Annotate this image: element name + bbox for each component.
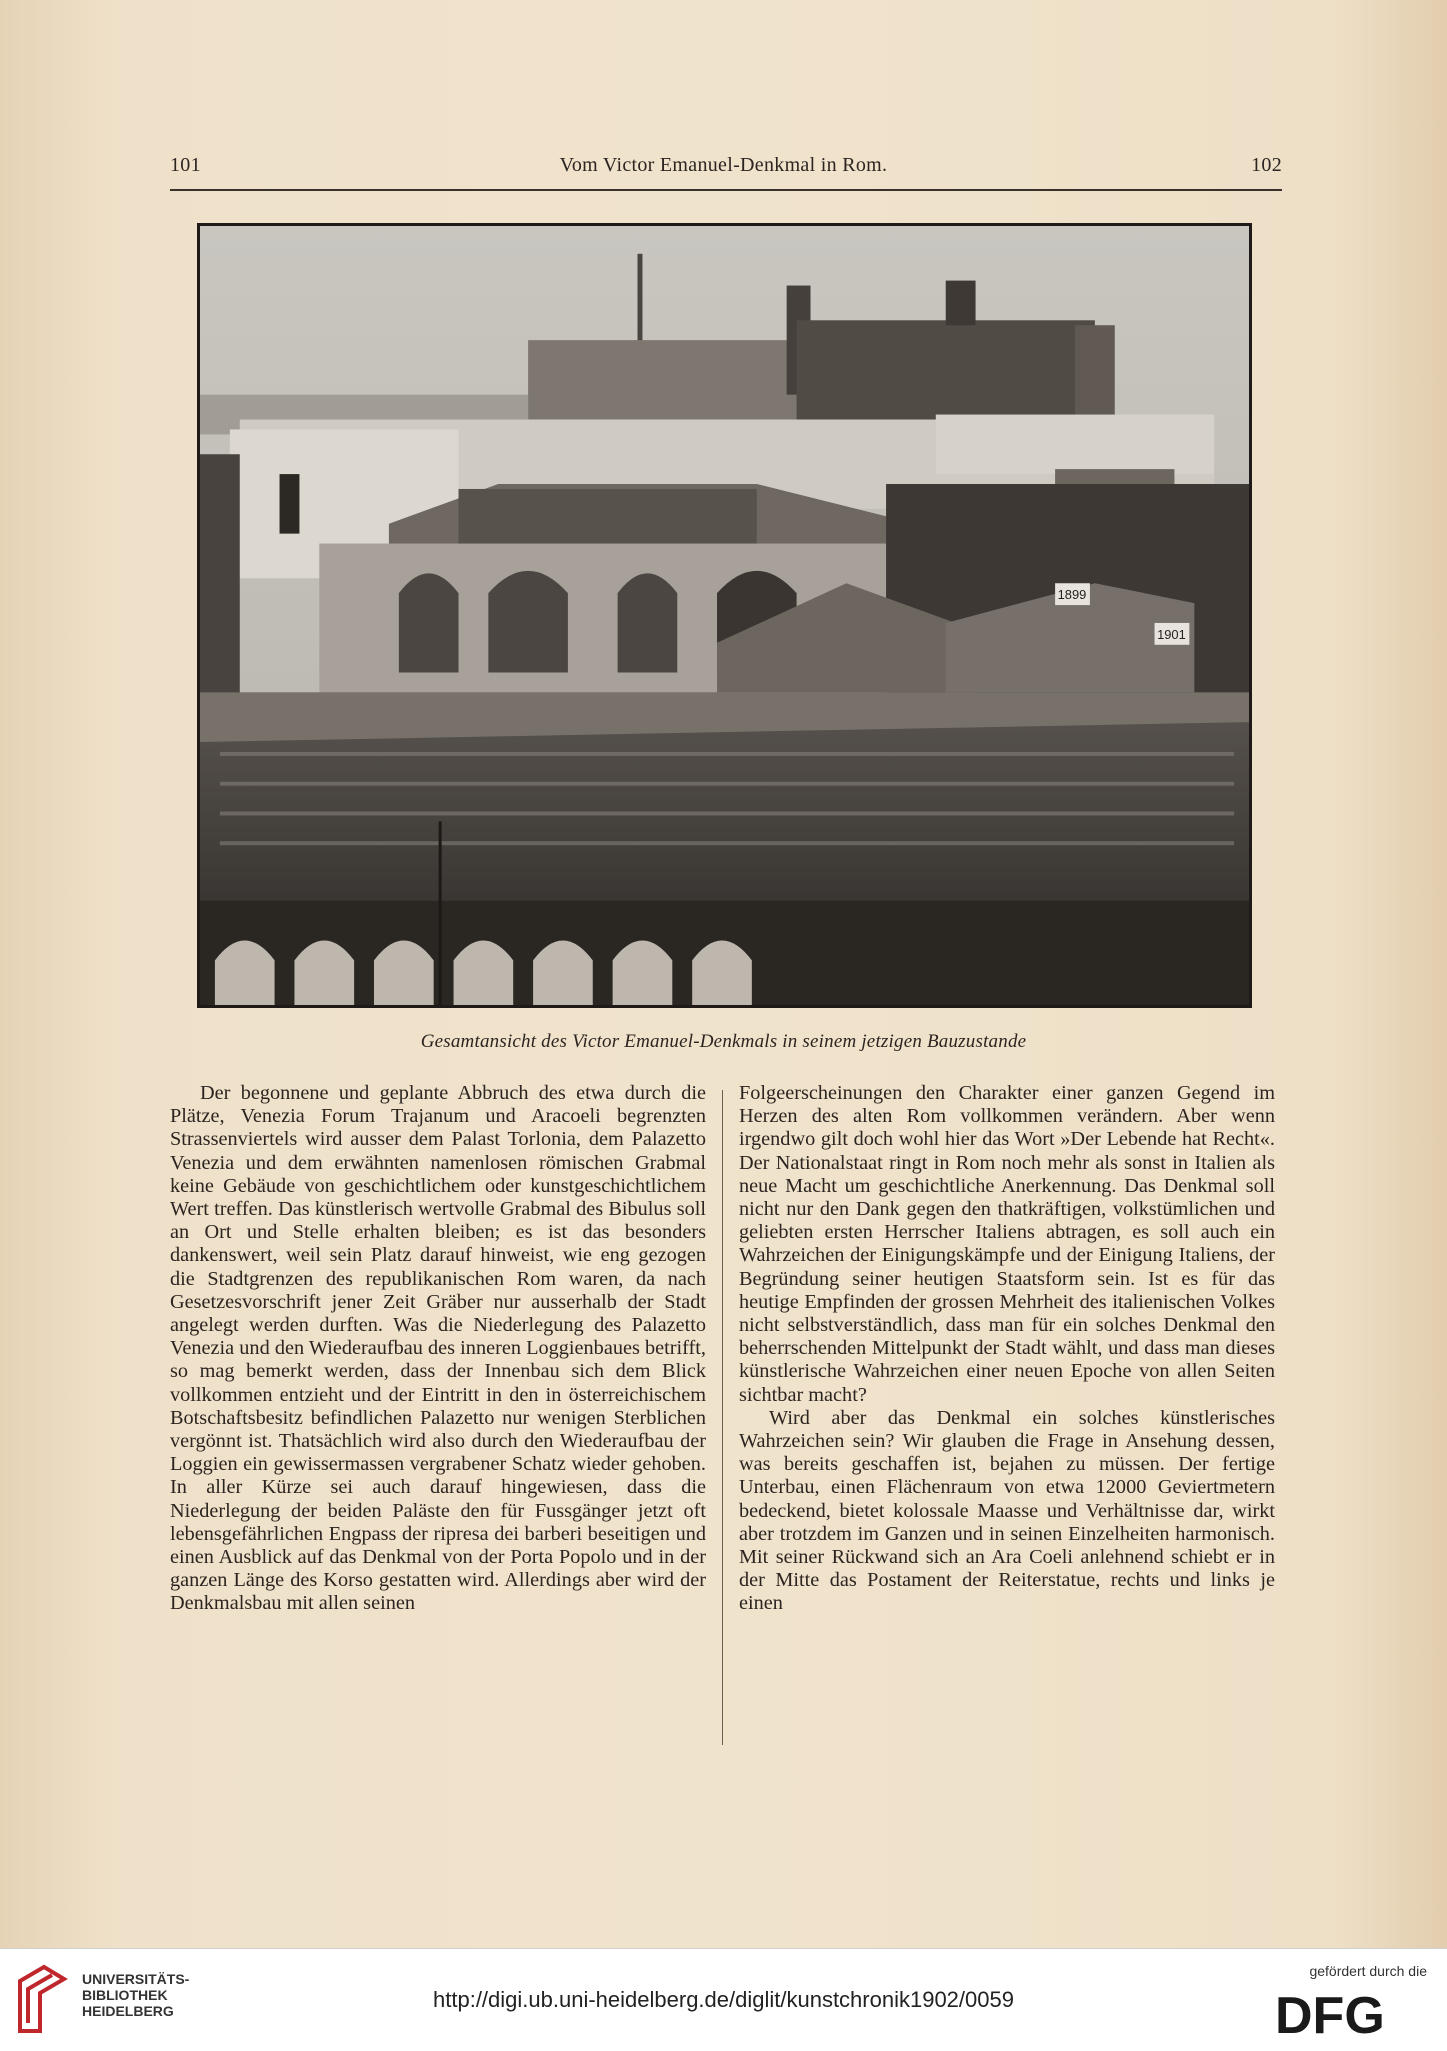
paragraph: Folgeerscheinungen den Charakter einer ganzen Gegend im Herzen des alten Rom vollkommen verändern. Aber wenn irgendwo gilt doch wohl hier das Wort »Der Lebende hat Recht«. Der Nationalstaat ringt in Rom noch mehr als sonst in Italien als neue Macht um geschichtliche Anerkennung. Das Denkmal soll nicht nur den Dank gegen den thatkräftigen, volkstümlichen und geliebten ersten Herrscher Italiens abtragen, es soll auch ein Wahrzeichen der Einigungskämpfe und der Einigung Italiens, der Begründung seiner heutigen Staatsform sein. Ist es für das heutige Empfinden der grossen Mehrheit des italienischen Volkes nicht selbstverständlich, dass man für ein solches Denkmal den beherrschenden Mittelpunkt der Stadt wählt, und dass man dieses künstlerische Wahrzeichen einer neuen Epoche von allen Seiten sichtbar macht? — [739, 1082, 1275, 1406]
figure-caption: Gesamtansicht des Victor Emanuel-Denkmals in seinem jetzigen Bauzustande — [420, 1031, 1027, 1052]
text-column-right — [739, 1082, 1275, 1616]
viewer-footer — [0, 1948, 1447, 2051]
sign-1899: 1899 — [1057, 587, 1087, 603]
dfg-logo-text: DFG — [1275, 1987, 1385, 2039]
header-rule — [170, 189, 1282, 191]
page-number-left: 101 — [170, 154, 201, 176]
text-column-left — [170, 1082, 706, 1616]
sign-1901: 1901 — [1157, 626, 1186, 642]
running-title: Vom Victor Emanuel-Denkmal in Rom. — [559, 154, 888, 176]
dfg-logo-icon[interactable] — [1275, 1987, 1425, 2039]
library-line-3: HEIDELBERG — [82, 2003, 174, 2019]
monument-photograph — [197, 223, 1252, 1008]
paragraph: Der begonnene und geplante Abbruch des etwa durch die Plätze, Venezia Forum Trajanum und Aracoeli begrenzten Strassenviertels wird ausser dem Palast Torlonia, dem Palazetto Venezia und dem erwähnten namenlosen römischen Grabmal keine Gebäude von geschichtlichem oder kunstgeschichtlichem Wert treffen. Das künstlerisch wertvolle Grabmal des Bibulus soll an Ort und Stelle erhalten bleiben; es ist das besonders dankenswert, weil sein Platz darauf hinweist, wie eng gezogen die Stadtgrenzen des republikanischen Rom waren, da nach Gesetzesvorschrift jener Zeit Gräber nur ausserhalb der Stadt angelegt werden durften. Was die Niederlegung des Palazetto Venezia und den Wiederaufbau des inneren Loggienbaues betrifft, so mag bemerkt werden, dass der Innenbau sich dem Blick vollkommen entzieht und der Eintritt in den in österreichischem Botschaftsbesitz befindlichen Palazetto nur wenigen Sterblichen vergönnt ist. Thatsächlich wird also durch den Wiederaufbau der Loggien ein gewissermassen vergrabener Schatz wieder gehoben. In aller Kürze sei auch darauf hingewiesen, dass die Niederlegung der beiden Paläste den für Fussgänger jetzt oft lebensgefährlichen Engpass der ripresa dei barberi beseitigen und einen Ausblick auf das Denkmal von der Porta Popolo und in der ganzen Länge des Korso gestatten wird. Allerdings aber wird der Denkmalsbau mit allen seinen — [170, 1082, 706, 1615]
library-line-2: BIBLIOTHEK — [82, 1987, 168, 2003]
paragraph: Wird aber das Denkmal ein solches künstlerisches Wahrzeichen sein? Wir glauben die Frage in Ansehung dessen, was bereits geschaffen ist, bejahen zu müssen. Der fertige Unterbau, einen Flächenraum von etwa 12000 Geviertmetern bedeckend, bietet kolossale Maasse und Verhältnisse dar, wirkt aber trotzdem im Ganzen und in seinen Einzelheiten harmonisch. Mit seiner Rückwand sich an Ara Coeli anlehnend schiebt er in der Mitte das Postament der Reiterstatue, rechts und links je einen — [739, 1406, 1275, 1615]
library-line-1: UNIVERSITÄTS- — [82, 1971, 190, 1987]
funded-by-label: gefördert durch die — [1309, 1963, 1427, 1979]
permalink-url[interactable]: http://digi.ub.uni-heidelberg.de/diglit/kunstchronik1902/0059 — [433, 1987, 1014, 2012]
column-divider — [722, 1090, 723, 1745]
page-number-right: 102 — [1251, 154, 1282, 176]
